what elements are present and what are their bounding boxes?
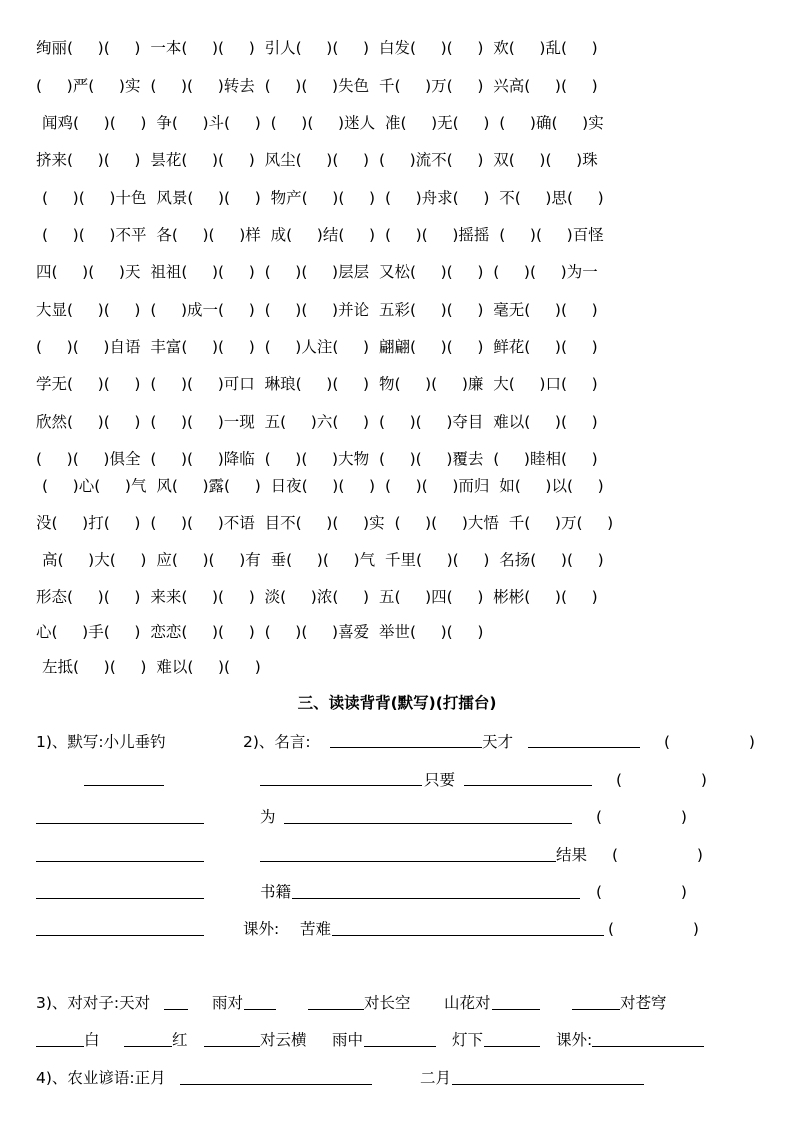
q3-hong: 红: [172, 1031, 188, 1049]
q2-text: [482, 732, 513, 752]
idiom-row: 大显( )( ) ( )成一( ) ( )( )并论 五彩( )( ) 毫无( )( ): [36, 301, 598, 319]
idiom-row: ( )( )不平 各( )( )样 成( )结( ) ( )( )摇摇 ( )( )百怪: [42, 226, 604, 244]
idiom-row: ( )( )十色 风景( )( ) 物产( )( ) ( )舟求( ) 不( )思( ): [42, 189, 604, 207]
q2-paren: ( ): [608, 920, 699, 938]
idiom-row: 四( )( )天 祖祖( )( ) ( )( )层层 又松( )( ) ( )( )为一: [36, 263, 598, 281]
q3-answer-line[interactable]: [164, 1009, 188, 1010]
q2-answer-line[interactable]: [528, 747, 640, 748]
idiom-row: 闻鸡( )( ) 争( )斗( ) ( )( )迷人 准( )无( ) ( )确( )实: [42, 114, 604, 132]
q3-label: 3)、对对子:天对: [36, 994, 151, 1012]
q3-answer-line[interactable]: [364, 1046, 436, 1047]
q2-label: 2)、名言:: [243, 733, 311, 751]
q1-answer-line[interactable]: [36, 898, 204, 899]
q2-tiancai: 天才: [482, 733, 514, 751]
q2-paren: ( ): [596, 808, 687, 826]
q2-paren: ( ): [616, 771, 707, 789]
q1-answer-line[interactable]: [84, 785, 164, 786]
q2-answer-line[interactable]: [330, 747, 482, 748]
q1-answer-line[interactable]: [36, 823, 204, 824]
q1-answer-line[interactable]: [36, 861, 204, 862]
q3-duichangkong: 对长空: [364, 994, 411, 1012]
q2-jieguo: 结果: [556, 846, 588, 864]
q3-duiyunheng: 对云横: [260, 1031, 307, 1049]
q3-bai: 白: [84, 1031, 100, 1049]
q1-label: 1)、默写:小儿垂钓: [36, 733, 166, 751]
idiom-row: 没( )打( ) ( )( )不语 目不( )( )实 ( )( )大悟 千( )万( ): [36, 514, 614, 532]
q3-answer-line[interactable]: [592, 1046, 704, 1047]
q2-shuji: 书籍: [260, 883, 292, 901]
idiom-row: ( )( )俱全 ( )( )降临 ( )( )大物 ( )( )覆去 ( )睦相( ): [36, 450, 598, 468]
q3-shanhuadui: 山花对: [444, 994, 491, 1012]
q3-yudui: 雨对: [212, 994, 244, 1012]
q4-label: 4)、农业谚语:正月: [36, 1069, 166, 1087]
idiom-row: 心( )手( ) 恋恋( )( ) ( )( )喜爱 举世( )( ): [36, 623, 484, 641]
idiom-row: ( )( )自语 丰富( )( ) ( )人注( ) 翩翩( )( ) 鲜花( )( ): [36, 338, 598, 356]
q3-yuzhong: 雨中: [332, 1031, 364, 1049]
q2-answer-line[interactable]: [260, 861, 556, 862]
q3-answer-line[interactable]: [484, 1046, 540, 1047]
q3-answer-line[interactable]: [124, 1046, 172, 1047]
q3-answer-line[interactable]: [204, 1046, 260, 1047]
idiom-row: 挤来( )( ) 昙花( )( ) 风尘( )( ) ( )流不( ) 双( )( )珠: [36, 151, 598, 169]
q2-answer-line[interactable]: [260, 785, 422, 786]
q4-answer-line[interactable]: [452, 1084, 644, 1085]
idiom-row: 学无( )( ) ( )( )可口 琳琅( )( ) 物( )( )廉 大( )口( ): [36, 375, 598, 393]
q4-eryue: 二月: [420, 1069, 452, 1087]
idiom-row: ( )心( )气 风( )露( ) 日夜( )( ) ( )( )而归 如( )以( ): [42, 477, 604, 495]
q2-wei: 为: [260, 808, 276, 826]
section-title: 三、读读背背(默写)(打擂台): [297, 694, 497, 712]
q3-answer-line[interactable]: [572, 1009, 620, 1010]
idiom-row: 形态( )( ) 来来( )( ) 淡( )浓( ) 五( )四( ) 彬彬( )( ): [36, 588, 598, 606]
q3-answer-line[interactable]: [308, 1009, 364, 1010]
idiom-row: 高( )大( ) 应( )( )有 垂( )( )气 千里( )( ) 名扬( )( ): [42, 551, 604, 569]
q3-answer-line[interactable]: [36, 1046, 84, 1047]
q2-answer-line[interactable]: [284, 823, 572, 824]
idiom-row: 绚丽( )( ) 一本( )( ) 引人( )( ) 白发( )( ) 欢( )乱( ): [36, 39, 598, 57]
q2-zhiyao: 只要: [424, 771, 456, 789]
q2-paren: ( ): [612, 846, 703, 864]
q2-paren: ( ): [596, 883, 687, 901]
idiom-row: 欣然( )( ) ( )( )一现 五( )六( ) ( )( )夺目 难以( )( ): [36, 413, 598, 431]
q1-answer-line[interactable]: [36, 935, 204, 936]
q3-duicangqiong: 对苍穹: [620, 994, 667, 1012]
q2-kunan: 苦难: [300, 920, 332, 938]
q4-answer-line[interactable]: [180, 1084, 372, 1085]
q2-kewai: 课外:: [243, 920, 280, 938]
q2-paren: ( ): [664, 733, 755, 751]
idiom-row: 左抵( )( ) 难以( )( ): [42, 658, 261, 676]
q3-answer-line[interactable]: [492, 1009, 540, 1010]
q2-answer-line[interactable]: [464, 785, 592, 786]
q2-answer-line[interactable]: [292, 898, 580, 899]
q3-kewai: 课外:: [556, 1031, 593, 1049]
q2-answer-line[interactable]: [332, 935, 604, 936]
idiom-row: ( )严( )实 ( )( )转去 ( )( )失色 千( )万( ) 兴高( )( ): [36, 77, 598, 95]
q3-answer-line[interactable]: [244, 1009, 276, 1010]
q3-dengxia: 灯下: [452, 1031, 484, 1049]
